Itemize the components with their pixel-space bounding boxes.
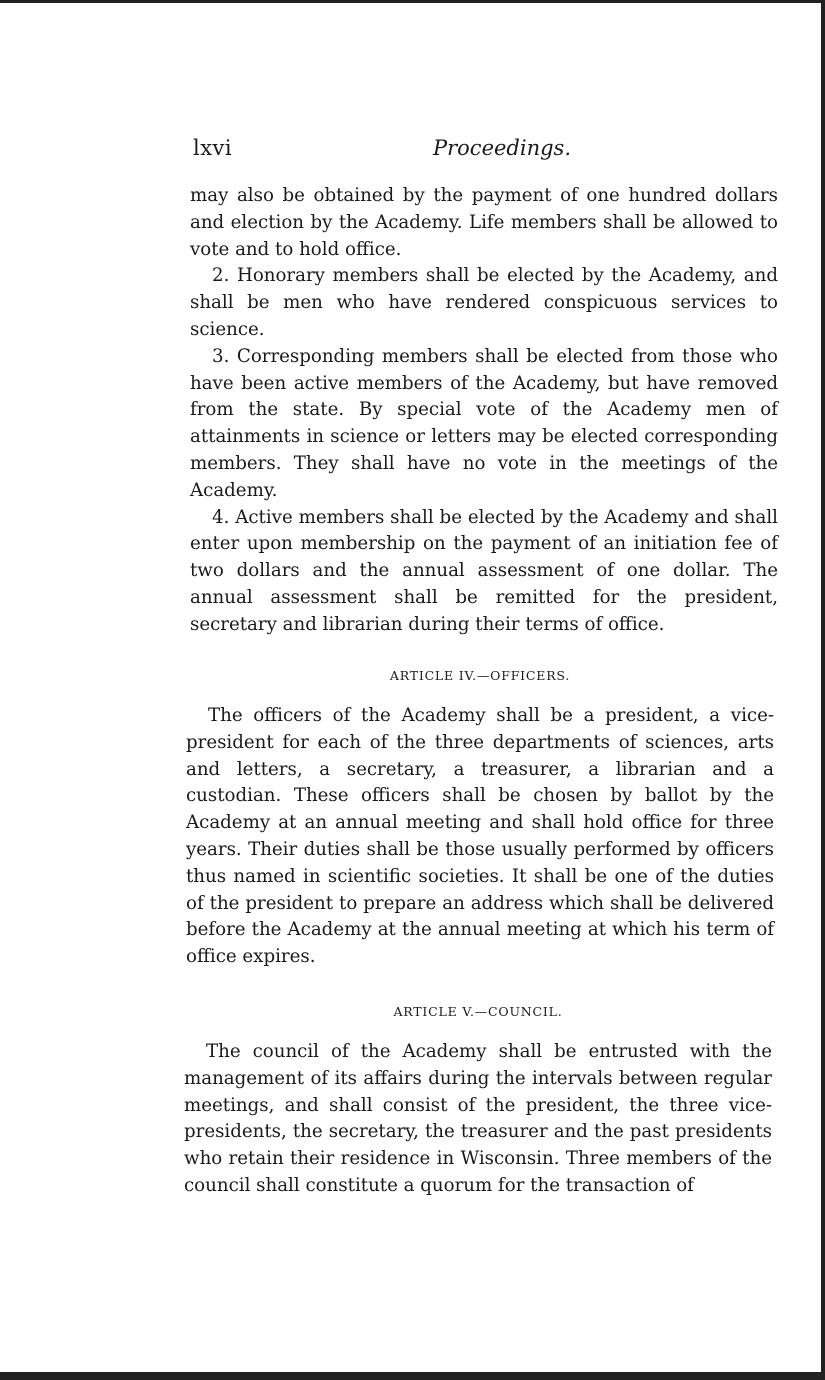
page-number: lxvi [193, 136, 233, 160]
paragraph-active-members: 4. Active members shall be elected by the Academy and shall enter upon membership on the payment of an initiation fee of two dollars and the annual assessment of one dollar. The annual assessment shall be remitted for the president, secretary and librarian during their terms of office. [190, 506, 778, 635]
article-v-body: The council of the Academy shall be entrusted with the management of its affairs during the intervals between regular meetings, and shall consist of the president, the three vice-presidents, the secretary, the treasurer and the past presidents who retain their residence in Wisconsin. Three members of the council shall constitute a quorum for the transaction of [184, 1041, 772, 1196]
article-v-section [184, 1039, 772, 1200]
article-iv-section [186, 703, 774, 971]
article-iv-body: The officers of the Academy shall be a president, a vice-president for each of the three departments of sciences, arts and letters, a secretary, a treasurer, a librarian and a custodian. These officers shall be chosen by ballot by the Academy at an annual meeting and shall hold office for three years. Their duties shall be those usually performed by officers thus named in scientific societies. It shall be one of the duties of the president to prepare an address which shall be delivered before the Academy at the annual meeting at which his term of office expires. [186, 705, 774, 968]
page-header [193, 136, 773, 164]
article-iv-heading: ARTICLE IV.—OFFICERS. [389, 668, 571, 683]
paragraph-life-members: may also be obtained by the payment of one hundred dollars and election by the Academy. Life members shall be allowed to vote and to hold office. [190, 185, 778, 260]
running-title: Proceedings. [433, 136, 572, 160]
membership-section [190, 183, 778, 639]
paragraph-honorary-members: 2. Honorary members shall be elected by the Academy, and shall be men who have rendered conspicuous services to science. [190, 265, 778, 340]
paragraph-corresponding-members: 3. Corresponding members shall be elected from those who have been active members of the Academy, but have removed from the state. By special vote of the Academy men of attainments in science or letters may be elected corresponding members. They shall have no vote in the meetings of the Academy. [190, 345, 778, 501]
article-v-heading: ARTICLE V.—COUNCIL. [393, 1004, 563, 1019]
